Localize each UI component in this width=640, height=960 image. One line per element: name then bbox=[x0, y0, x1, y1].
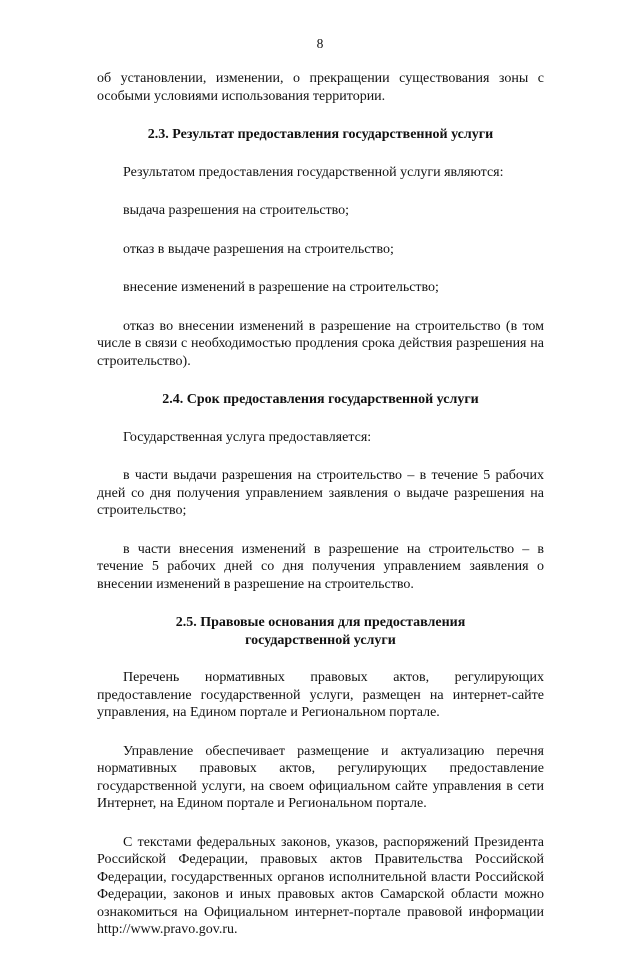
section-heading-2-5-text: 2.5. Правовые основания для предоставления государственной услуги bbox=[175, 615, 466, 648]
paragraph-legal-update: Управление обеспечивает размещение и актуализацию перечня нормативных правовых актов, регулирующих предоставление государственной услуги, на своем официальном сайте управления в сети Интернет, на Едином портале и Региональном портале. bbox=[97, 743, 544, 811]
page-number: 8 bbox=[316, 36, 324, 51]
paragraph-legal-list: Перечень нормативных правовых актов, регулирующих предоставление государственной услуги, размещен на интернет-сайте управления, на Едином портале и Региональном портале. bbox=[97, 670, 544, 720]
list-item-issue-permit: выдача разрешения на строительство; bbox=[123, 203, 350, 218]
document-body bbox=[97, 70, 544, 960]
section-heading-2-5 bbox=[97, 614, 544, 649]
paragraph-legal-texts: С текстами федеральных законов, указов, распоряжений Президента Российской Федерации, правовых актов Правительства Российской Федерации, государственных органов исполнительной власти Российской Федерации, законов и иных правовых актов Самарской области можно ознакомиться на Официальном интернет-портале правовой информации http://www.pravo.gov.ru. bbox=[97, 834, 544, 937]
paragraph-zone-conditions: об установлении, изменении, о прекращении существования зоны с особыми условиями использования территории. bbox=[97, 71, 544, 104]
section-heading-2-3: 2.3. Результат предоставления государственной услуги bbox=[147, 127, 494, 142]
list-item-amend-permit: внесение изменений в разрешение на строительство; bbox=[123, 280, 439, 295]
list-item-refuse-permit: отказ в выдаче разрешения на строительство; bbox=[123, 241, 394, 257]
paragraph-term-amend: в части внесения изменений в разрешение на строительство – в течение 5 рабочих дней со дня получения управлением заявления о внесении изменений в разрешение на строительство. bbox=[97, 541, 544, 592]
paragraph-term-issue: в части выдачи разрешения на строительство – в течение 5 рабочих дней со дня получения управлением заявления о выдаче разрешения на строительство; bbox=[97, 468, 544, 518]
paragraph-term-intro: Государственная услуга предоставляется: bbox=[123, 429, 372, 445]
paragraph-result-intro: Результатом предоставления государственной услуги являются: bbox=[123, 164, 504, 180]
list-item-refuse-amend: отказ во внесении изменений в разрешение на строительство (в том числе в связи с необходимостью продления срока действия разрешения на строительство). bbox=[97, 318, 544, 369]
section-heading-2-4: 2.4. Срок предоставления государственной услуги bbox=[162, 392, 479, 407]
